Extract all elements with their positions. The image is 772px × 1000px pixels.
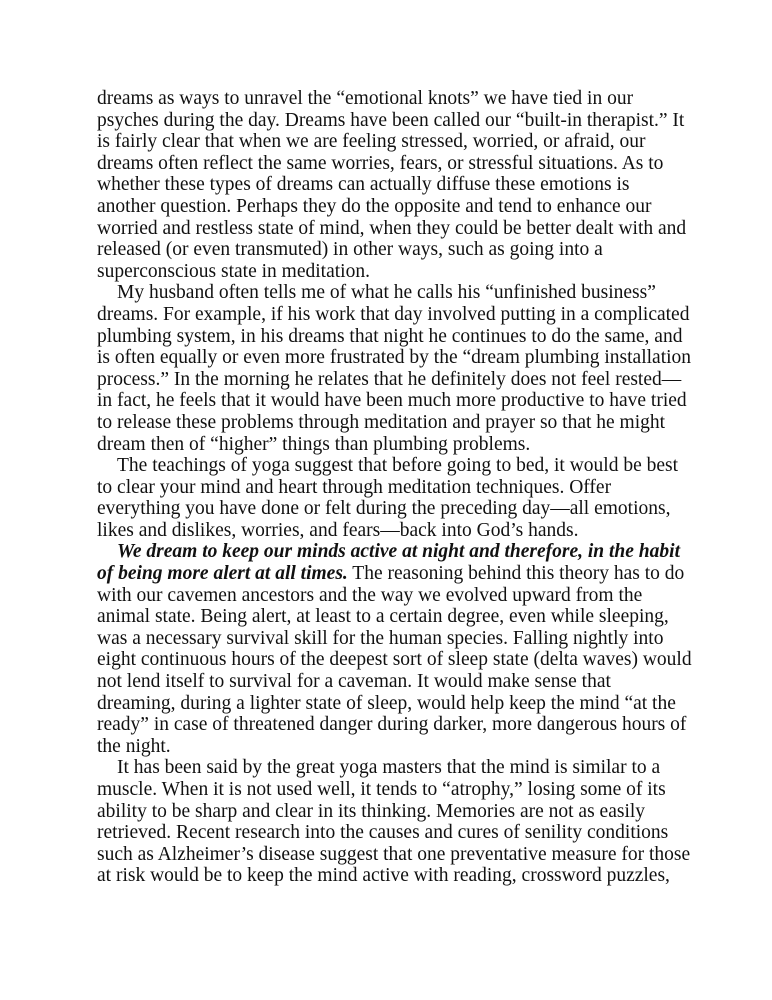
text-line: likes and dislikes, worries, and fears—back into God’s hands. <box>97 519 579 541</box>
text-line: at risk would be to keep the mind active with reading, crossword puzzles, <box>97 865 670 887</box>
text-line: animal state. Being alert, at least to a certain degree, even while sleeping, <box>97 606 669 628</box>
text-line: dreams. For example, if his work that day involved putting in a complicated <box>97 303 690 325</box>
paragraph-1 <box>97 88 687 282</box>
text-line: ready” in case of threatened danger during darker, more dangerous hours of <box>97 714 687 736</box>
text-line: to release these problems through meditation and prayer so that he might <box>97 411 666 433</box>
text-line: is often equally or even more frustrated by the “dream plumbing installation <box>97 347 692 369</box>
text-line: plumbing system, in his dreams that night he continues to do the same, and <box>97 325 683 347</box>
theory-heading-line-1: We dream to keep our minds active at night and therefore, in the habit <box>117 541 680 563</box>
text-line: everything you have done or felt during the preceding day—all emotions, <box>97 498 671 520</box>
text-line: the night. <box>97 735 171 757</box>
text-line: dream then of “higher” things than plumbing problems. <box>97 433 531 455</box>
paragraph-5 <box>97 757 691 887</box>
paragraph-3 <box>97 455 677 541</box>
text-line: worried and restless state of mind, when they could be better dealt with and <box>97 217 687 239</box>
text-line: released (or even transmuted) in other ways, such as going into a <box>97 239 603 261</box>
text-line: muscle. When it is not used well, it tends to “atrophy,” losing some of its <box>97 779 666 800</box>
text-line: My husband often tells me of what he calls his “unfinished business” <box>117 282 656 304</box>
text-line: ability to be sharp and clear in its thinking. Memories are not as easily <box>97 800 646 822</box>
text-line: It has been said by the great yoga masters that the mind is similar to a <box>117 757 661 779</box>
text-line: retrieved. Recent research into the causes and cures of senility conditions <box>97 822 669 844</box>
text-line: eight continuous hours of the deepest sort of sleep state (delta waves) would <box>97 649 692 671</box>
text-line: psyches during the day. Dreams have been called our “built-in therapist.” It <box>97 109 685 131</box>
text-line: in fact, he feels that it would have been much more productive to have tried <box>97 390 687 412</box>
text-line: to clear your mind and heart through meditation techniques. Offer <box>97 476 612 498</box>
page-text <box>97 88 692 887</box>
text-line: dreams as ways to unravel the “emotional knots” we have tied in our <box>97 88 634 109</box>
paragraph-4 <box>97 541 692 757</box>
text-line-rest: The reasoning behind this theory has to do <box>347 563 685 585</box>
text-line: superconscious state in meditation. <box>97 260 370 282</box>
text-line <box>97 563 685 585</box>
text-line: The teachings of yoga suggest that before going to bed, it would be best <box>117 455 679 477</box>
text-line: was a necessary survival skill for the human species. Falling nightly into <box>97 627 664 649</box>
theory-heading-line-2: of being more alert at all times. <box>97 563 348 585</box>
text-line: process.” In the morning he relates that he definitely does not feel rested— <box>97 368 682 390</box>
text-line: dreaming, during a lighter state of sleep, would help keep the mind “at the <box>97 692 676 714</box>
text-line: is fairly clear that when we are feeling stressed, worried, or afraid, our <box>97 131 646 153</box>
paragraph-2 <box>97 282 692 455</box>
text-line: with our cavemen ancestors and the way we evolved upward from the <box>97 584 643 606</box>
text-line: dreams often reflect the same worries, fears, or stressful situations. As to <box>97 152 664 174</box>
text-line: such as Alzheimer’s disease suggest that one preventative measure for those <box>97 843 691 865</box>
text-line: not lend itself to survival for a caveman. It would make sense that <box>97 671 611 693</box>
text-line: another question. Perhaps they do the opposite and tend to enhance our <box>97 195 652 217</box>
text-line: whether these types of dreams can actually diffuse these emotions is <box>97 174 630 196</box>
